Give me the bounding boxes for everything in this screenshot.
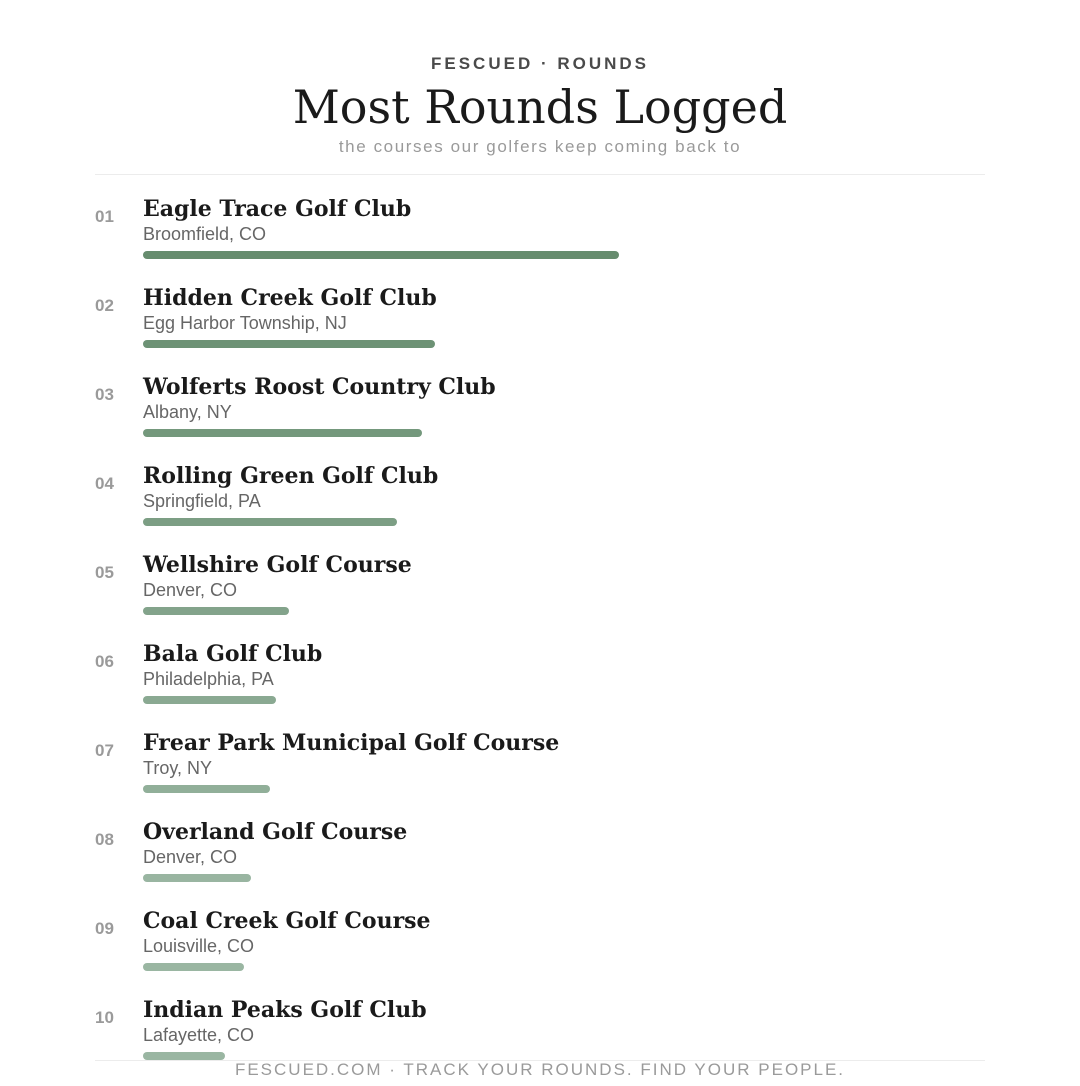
brand-eyebrow: FESCUED · ROUNDS (430, 54, 649, 73)
rounds-bar (143, 874, 251, 882)
list-item (0, 730, 1080, 819)
course-name: Bala Golf Club (143, 641, 323, 667)
course-name: Frear Park Municipal Golf Course (143, 730, 560, 756)
rank-number: 02 (95, 296, 114, 315)
rounds-bar (143, 607, 289, 615)
course-location: Troy, NY (143, 758, 213, 778)
course-location: Springfield, PA (143, 491, 261, 511)
course-name: Overland Golf Course (143, 819, 408, 845)
rounds-bar (143, 785, 270, 793)
course-location: Lafayette, CO (143, 1025, 255, 1045)
footer-tagline: FESCUED.COM · TRACK YOUR ROUNDS. FIND YOUR PEOPLE. (234, 1060, 846, 1079)
list-item (0, 374, 1080, 463)
rank-number: 04 (95, 474, 114, 493)
rounds-bar (143, 429, 422, 437)
header-divider (95, 174, 985, 175)
list-item (0, 285, 1080, 374)
rank-number: 09 (95, 919, 114, 938)
course-name: Hidden Creek Golf Club (143, 285, 437, 311)
page-subtitle: the courses our golfers keep coming back to (338, 137, 742, 156)
course-location: Denver, CO (143, 847, 238, 867)
list-item (0, 552, 1080, 641)
rank-number: 08 (95, 830, 114, 849)
list-item (0, 641, 1080, 730)
list-item (0, 463, 1080, 552)
course-name: Eagle Trace Golf Club (143, 196, 412, 222)
rank-number: 10 (95, 1008, 114, 1027)
course-location: Denver, CO (143, 580, 238, 600)
course-location: Albany, NY (143, 402, 232, 422)
rounds-bar (143, 1052, 225, 1060)
course-name: Wolferts Roost Country Club (143, 374, 496, 400)
rounds-bar (143, 696, 276, 704)
list-item (0, 196, 1080, 285)
course-name: Coal Creek Golf Course (143, 908, 431, 934)
course-location: Louisville, CO (143, 936, 255, 956)
rounds-bar (143, 340, 435, 348)
rank-number: 05 (95, 563, 114, 582)
rank-number: 07 (95, 741, 114, 760)
rounds-bar (143, 963, 244, 971)
course-location: Philadelphia, PA (143, 669, 274, 689)
list-item (0, 908, 1080, 997)
rank-number: 03 (95, 385, 114, 404)
rounds-bar (143, 518, 397, 526)
course-name: Wellshire Golf Course (143, 552, 412, 578)
rank-number: 06 (95, 652, 114, 671)
rounds-bar (143, 251, 619, 259)
page-title: Most Rounds Logged (292, 80, 788, 134)
list-item (0, 819, 1080, 908)
course-name: Rolling Green Golf Club (143, 463, 439, 489)
course-location: Egg Harbor Township, NJ (143, 313, 347, 333)
course-location: Broomfield, CO (143, 224, 267, 244)
course-name: Indian Peaks Golf Club (143, 997, 427, 1023)
rank-number: 01 (95, 207, 114, 226)
